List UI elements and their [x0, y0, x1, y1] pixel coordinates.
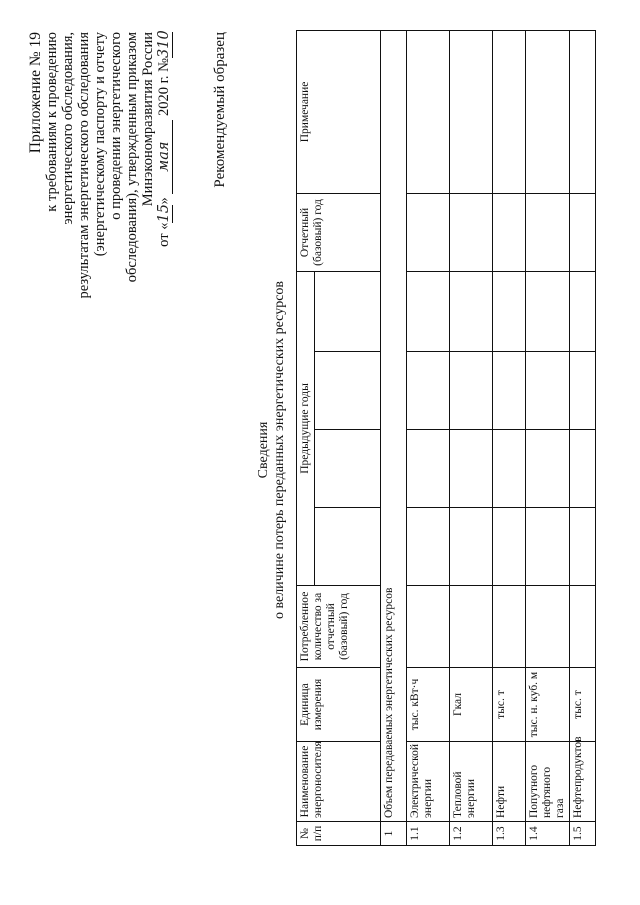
cell — [493, 352, 526, 430]
table-row — [493, 30, 526, 845]
date-mid: » — [156, 197, 172, 205]
cell — [450, 430, 493, 508]
row-unit: тыс. н. куб. м — [526, 668, 570, 742]
row-name: Нефти — [493, 742, 526, 822]
cell — [450, 30, 493, 193]
row-num: 1.2 — [450, 822, 493, 846]
cell — [493, 430, 526, 508]
cell — [526, 271, 570, 351]
table-row — [570, 30, 596, 845]
cell — [493, 193, 526, 271]
doc-number: 310 — [156, 30, 172, 58]
table-row — [407, 30, 450, 845]
row-unit: тыс. кВт·ч — [407, 668, 450, 742]
row-num: 1.5 — [570, 822, 596, 846]
cell — [570, 508, 596, 586]
row-name: Нефтепродуктов — [570, 742, 596, 822]
date-line — [156, 32, 173, 462]
row-name: Попутного нефтяного газа — [526, 742, 570, 822]
cell — [570, 586, 596, 668]
header-name: Наименование энергоносителя — [297, 742, 381, 822]
header-line: Минэкономразвития России — [140, 32, 156, 207]
cell — [493, 586, 526, 668]
cell — [450, 586, 493, 668]
row-name: Тепловой энергии — [450, 742, 493, 822]
cell — [407, 586, 450, 668]
row-num: 1.3 — [493, 822, 526, 846]
cell — [570, 193, 596, 271]
row-unit: Гкал — [450, 668, 493, 742]
cell — [493, 30, 526, 193]
cell — [407, 430, 450, 508]
row-num: 1.1 — [407, 822, 450, 846]
cell — [407, 30, 450, 193]
table-row — [526, 30, 570, 845]
cell — [450, 352, 493, 430]
section-label: Объем передаваемых энергетических ресурсов — [381, 30, 407, 821]
header-unit: Единица измерения — [297, 668, 381, 742]
cell — [570, 352, 596, 430]
cell — [407, 193, 450, 271]
document-title — [256, 0, 288, 900]
header-line: к требованиям к проведению — [44, 32, 60, 212]
header-line: Приложение № 19 — [27, 32, 44, 154]
section-row — [381, 30, 407, 845]
prev-year-cell — [315, 430, 381, 508]
header-line: (энергетическому паспорту и отчету — [92, 32, 108, 257]
cell — [450, 508, 493, 586]
cell — [526, 430, 570, 508]
losses-table — [296, 30, 596, 846]
title-line-2: о величине потерь переданных энергетических ресурсов — [272, 280, 287, 620]
table-header-row — [297, 30, 315, 845]
recommended-sample-label: Рекомендуемый образец — [212, 32, 228, 188]
cell — [570, 30, 596, 193]
date-month: мая — [156, 120, 173, 194]
table-row — [450, 30, 493, 845]
cell — [450, 193, 493, 271]
header-prev-years: Предыдущие годы — [297, 271, 315, 585]
header-line: обследования), утвержденным приказом — [124, 32, 140, 283]
row-unit: тыс. т — [570, 668, 596, 742]
header-consumed: Потребленное количество за отчетный (базовый) год — [297, 586, 381, 668]
row-unit: тыс. т — [493, 668, 526, 742]
appendix-header — [28, 32, 173, 462]
cell — [570, 430, 596, 508]
cell — [493, 508, 526, 586]
header-report-year: Отчетный (базовый) год — [297, 193, 381, 271]
header-line: о проведении энергетического — [108, 32, 124, 220]
cell — [407, 352, 450, 430]
row-name: Электрической энергии — [407, 742, 450, 822]
cell — [450, 271, 493, 351]
cell — [407, 508, 450, 586]
row-num: 1.4 — [526, 822, 570, 846]
prev-year-cell — [315, 352, 381, 430]
cell — [493, 271, 526, 351]
cell — [526, 508, 570, 586]
header-line: результатам энергетического обследования — [76, 32, 92, 299]
date-day: 15 — [156, 204, 172, 223]
date-prefix: от « — [156, 222, 172, 247]
cell — [526, 193, 570, 271]
header-note: Примечание — [297, 30, 381, 193]
header-line: энергетического обследования, — [60, 32, 76, 225]
cell — [526, 586, 570, 668]
title-line-1: Сведения — [256, 421, 271, 479]
cell — [526, 30, 570, 193]
section-num: 1 — [381, 822, 407, 846]
date-suffix: 2020 г. № — [156, 58, 172, 117]
cell — [407, 271, 450, 351]
cell — [570, 271, 596, 351]
header-num: № п/п — [297, 822, 381, 846]
prev-year-cell — [315, 508, 381, 586]
cell — [526, 352, 570, 430]
prev-year-cell — [315, 271, 381, 351]
